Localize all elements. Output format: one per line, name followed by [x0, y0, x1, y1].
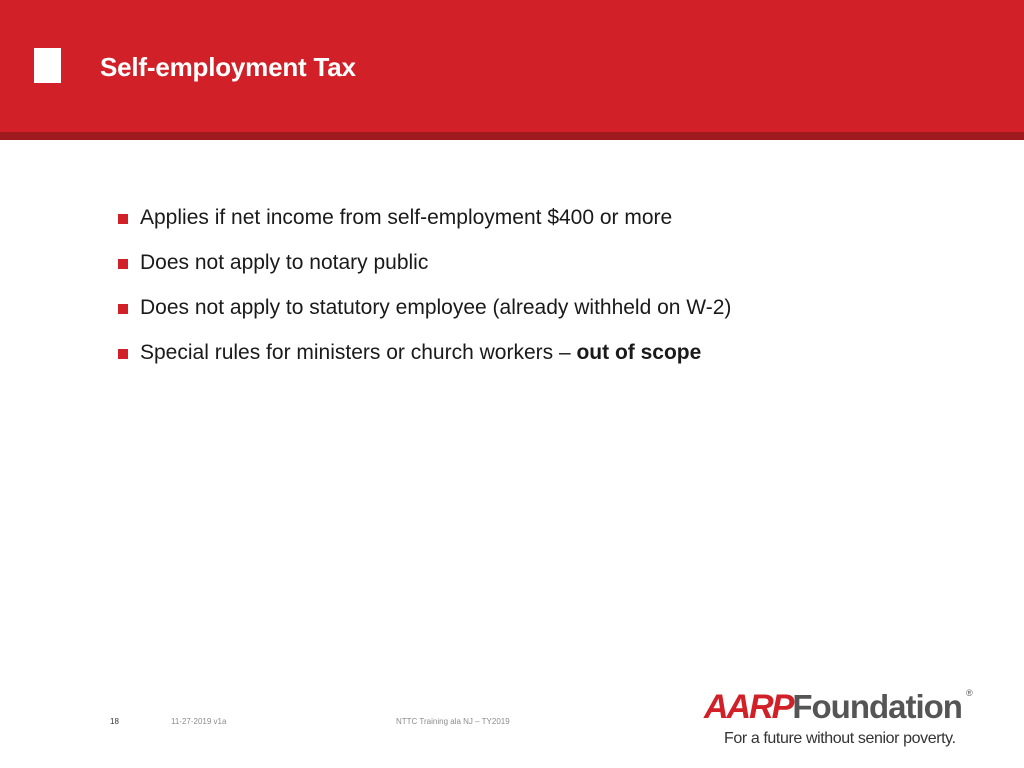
- slide-title: Self-employment Tax: [100, 52, 356, 82]
- bullet-text: Applies if net income from self-employment $400 or more: [140, 206, 673, 229]
- logo-brand: AARP: [704, 688, 793, 726]
- bullet-item: [118, 290, 731, 335]
- title-square-icon: [34, 48, 61, 83]
- bullet-item: [118, 200, 731, 245]
- bullet-item: [118, 335, 731, 380]
- logo-wordmark: [704, 688, 962, 728]
- bullet-item: [118, 245, 731, 290]
- title-bar-shadow: [0, 132, 1024, 140]
- footer-caption: NTTC Training ala NJ – TY2019: [396, 717, 510, 726]
- registered-mark: ®: [966, 688, 973, 698]
- bullet-text: Does not apply to notary public: [140, 251, 429, 274]
- bullet-bold-text: out of scope: [576, 341, 702, 364]
- title-bar: [0, 0, 1024, 132]
- bullet-text: Special rules for ministers or church workers –: [140, 341, 577, 364]
- logo-tagline: For a future without senior poverty.: [724, 730, 956, 747]
- bullet-list: [118, 200, 731, 380]
- page-number: 18: [110, 717, 119, 726]
- bullet-square-icon: [118, 259, 128, 269]
- logo-name: Foundation: [792, 688, 962, 725]
- version-label: 11-27-2019 v1a: [171, 717, 227, 726]
- bullet-square-icon: [118, 214, 128, 224]
- bullet-square-icon: [118, 349, 128, 359]
- bullet-text: Does not apply to statutory employee (already withheld on W-2): [140, 296, 732, 319]
- aarp-foundation-logo: [704, 688, 984, 754]
- bullet-square-icon: [118, 304, 128, 314]
